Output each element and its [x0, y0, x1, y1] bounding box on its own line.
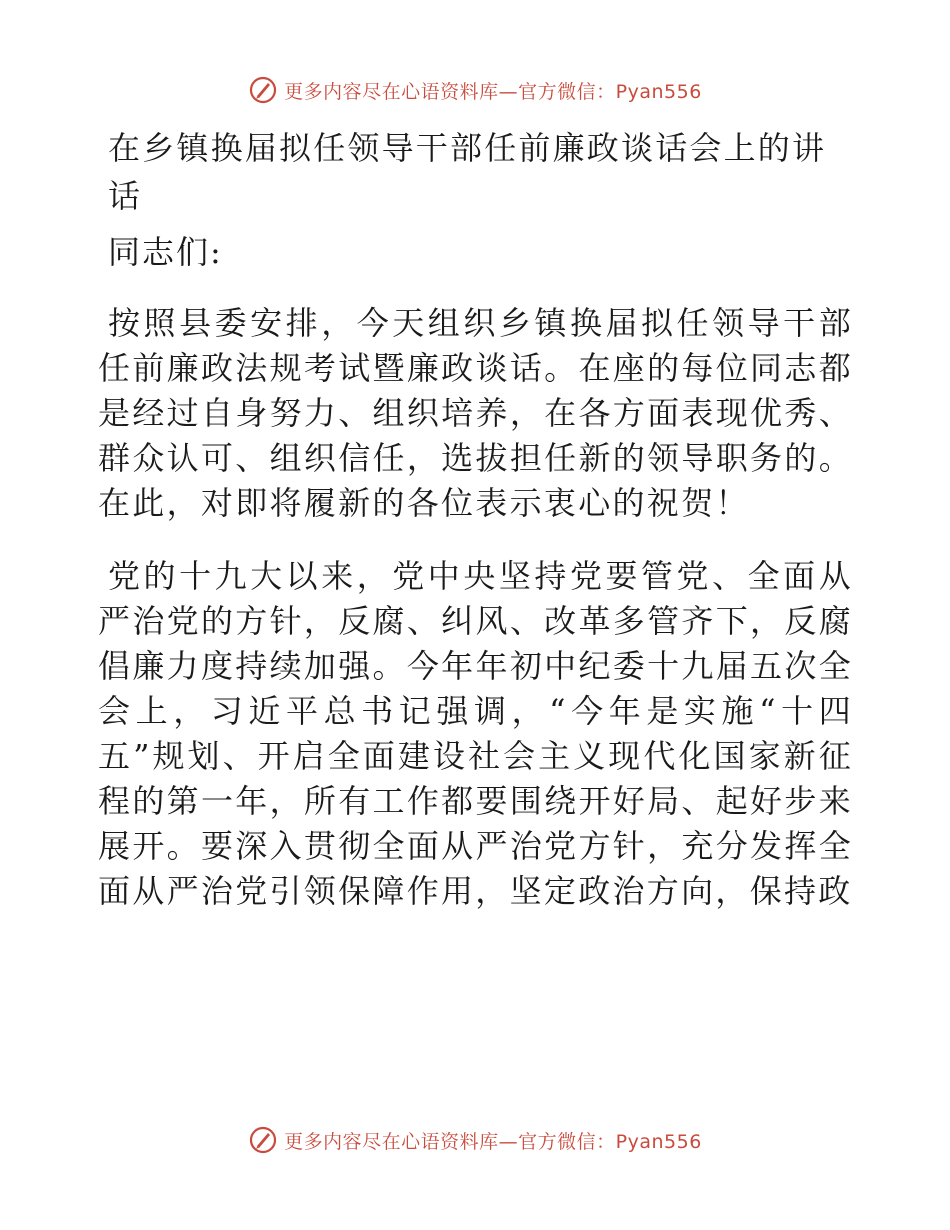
- document-title: 在乡镇换届拟任领导干部任前廉政谈话会上的讲话: [108, 129, 827, 215]
- salutation: 同志们:: [108, 233, 223, 271]
- document-body: [98, 124, 853, 924]
- paragraph-2: 党的十九大以来，党中央坚持党要管党、全面从严治党的方针，反腐、纠风、改革多管齐下，反腐倡廉力度持续加强。今年年初中纪委十九届五次全会上，习近平总书记强调，“今年是实施“十四五”规划、开启全面建设社会主义现代化国家新征程的第一年，所有工作都要围绕开好局、起好步来展开。要深入贯彻全面从严治党方针，充分发挥全面从严治党引领保障作用，坚定政治方向，保持政: [98, 557, 853, 910]
- watermark-text: 更多内容尽在心语资料库—官方微信：Pyan556: [284, 80, 702, 103]
- quill-circle-icon: [248, 75, 278, 105]
- watermark-header: [0, 70, 950, 110]
- quill-circle-icon: [248, 1125, 278, 1155]
- watermark-footer: [0, 1120, 950, 1160]
- paragraph-1: 按照县委安排，今天组织乡镇换届拟任领导干部任前廉政法规考试暨廉政谈话。在座的每位同志都是经过自身努力、组织培养，在各方面表现优秀、群众认可、组织信任，选拔担任新的领导职务的。在此，对即将履新的各位表示衷心的祝贺！: [98, 304, 853, 522]
- watermark-text: 更多内容尽在心语资料库—官方微信：Pyan556: [284, 1130, 702, 1153]
